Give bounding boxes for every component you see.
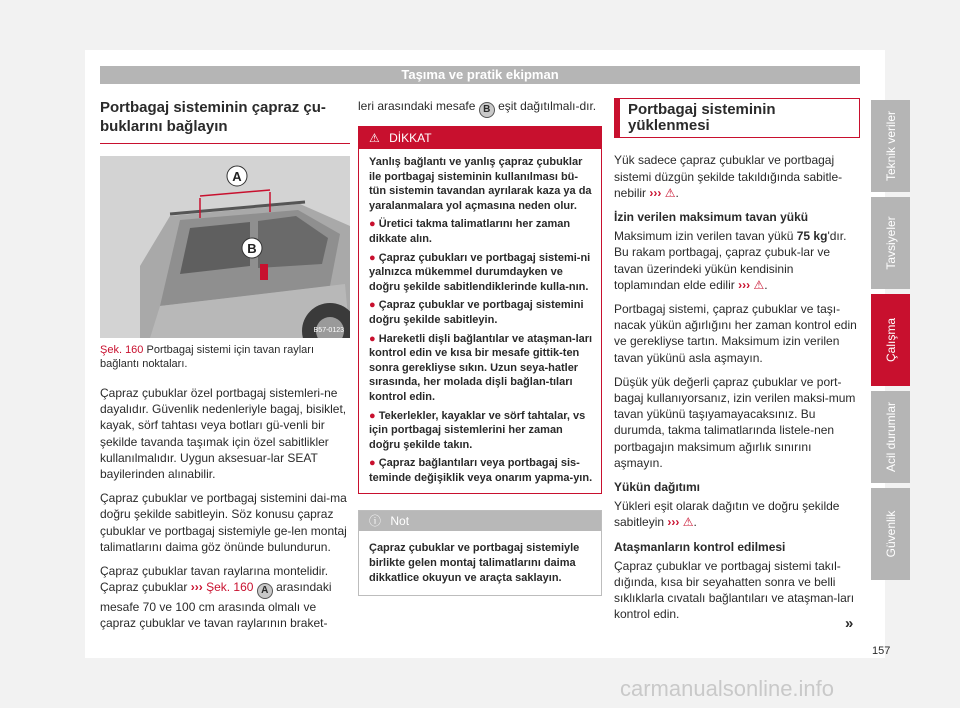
paragraph-weigh: Portbagaj sistemi, çapraz çubuklar ve taşı-nacak yükün ağırlığını her zaman kontrol edin ve gerekliyse tartın. Maksimum izin verilen tavan yükünü asla aşmayın. [614,302,857,365]
note-text: Çapraz çubuklar ve portbagaj sistemiyle birlikte gelen montaj talimatlarını daima dikkatlice okuyun ve araçta saklayın. [369,542,580,584]
figure-code: B57-0123 [313,327,344,334]
paragraph-1: Çapraz çubuklar özel portbagaj sistemleri-ne dayalıdır. Güvenlik nedenleriyle bagaj, bisiklet, kayak, sörf tahtası veya botları gü-venli bir şekilde tavanda taşımak için özel sabitlikler kullanılmalıdır. Uygun aksesuar-lar SEAT bayilerinden alınabilir. [100,386,347,482]
paragraph-2: Çapraz çubuklar ve portbagaj sistemini dai-ma doğru şekilde sabitleyin. Söz konusu çapraz çubuklar ve portbagaj sistemiyle ge-len montaj talimatlarını daima göz önünde bulundurun. [100,491,347,554]
figure-label-b: B [247,241,257,256]
ref-arrow[interactable]: ››› [649,185,662,200]
info-icon: ⓘ [369,514,382,529]
title-rule [100,143,350,144]
note-box [358,510,602,596]
section-title-loading: Portbagaj sisteminin yüklenmesi [614,98,860,138]
warning-box [358,126,602,494]
ref-arrow[interactable]: ››› [190,580,203,595]
warning-bullet: ● Çapraz çubukları ve portbagaj sistemi-ni yalnızca mükemmel durumdayken ve doğru şekilde sabitlendiklerinde kulla-nın. [369,251,591,293]
ref-arrow[interactable]: ››› [667,515,680,530]
tab-tavsiyeler[interactable]: Tavsiyeler [871,197,910,289]
warning-bullet: ● Çapraz çubuklar ve portbagaj sistemini doğru şekilde sabitleyin. [369,299,584,326]
warning-bullet: ● Tekerlekler, kayaklar ve sörf tahtalar, vs için portbagaj sistemlerini her zaman doğru şekilde takın. [369,409,586,451]
column-1 [100,98,350,640]
section-header: Taşıma ve pratik ekipman [100,66,860,84]
column-2 [358,98,602,596]
caption-ref: Şek. 160 [100,344,144,356]
heading-check: Ataşmanların kontrol edilmesi [614,539,786,554]
warning-bullet: ● Hareketli dişli bağlantılar ve ataşman-ları kontrol edin ve kısa bir mesafe gittik-ten sonra gerekliyse sıkın. Uzun seya-hatler sırasında, her molada dişli bağlan-tıları kontrol edin. [369,332,593,403]
tab-acil-durumlar[interactable]: Acil durumlar [871,391,910,483]
caption-text: Portbagaj sistemi için tavan rayları bağlantı noktaları. [100,344,314,370]
tab-teknik-veriler[interactable]: Teknik veriler [871,100,910,192]
warning-header [359,127,601,149]
tab-guvenlik[interactable]: Güvenlik [871,488,910,580]
car-illustration [100,156,350,338]
ref-arrow[interactable]: ››› [738,277,751,292]
heading-distribution: Yükün dağıtımı [614,480,701,495]
warning-triangle-icon: ⚠ [664,185,676,200]
warning-intro: Yanlış bağlantı ve yanlış çapraz çubuklar ile portbagaj sisteminin kullanılması bü-tün sistemin tavandan ayrılarak kaza ya da yaralanmalara yol açmasına neden olur. [369,156,592,212]
warning-body [359,149,601,493]
car-roof-figure [100,156,350,338]
note-header [359,511,601,531]
warning-bullet: ● Çapraz bağlantıları veya portbagaj sis-teminde değişiklik veya onarım yapma-yın. [369,457,593,484]
page-number: 157 [872,645,891,657]
paragraph-check: Çapraz çubuklar ve portbagaj sistemi takıl-dığında, kısa bir seyahatten sonra ve belli sıklıklarla cıvatalı bağlantıları ve ataşman-ları kontrol edin. [614,558,855,622]
figure-link[interactable]: Şek. 160 [206,580,254,595]
warning-bullet: ● Üretici takma talimatlarını her zaman dikkate alın. [369,218,571,245]
paragraph-low-load: Düşük yük değerli çapraz çubuklar ve port-bagaj kullanıyorsanız, izin verilen maksi-mum tavan yükünü taşıyamayacaksınız. Bu durumda, takma talimatlarında listele-nen portbagajın maksimum ağırlık sınırını aşmayın. [614,374,856,470]
paragraph-continued: leri arasındaki mesafe B eşit dağıtılmalı-dır. [358,98,602,118]
warning-triangle-icon: ⚠ [682,515,694,530]
continue-chevron-icon: » [845,615,854,632]
watermark: carmanualsonline.info [620,676,835,701]
paragraph-3: Çapraz çubuklar tavan raylarına montelidir. Çapraz çubuklar ››› Şek. 160 A arasındaki mesafe 70 ve 100 cm arasında olmalı ve çapraz çubuklar ve tavan raylarının braket- [100,564,332,631]
tab-calisma[interactable]: Çalışma [871,294,910,386]
heading-max-load: İzin verilen maksimum tavan yükü [614,210,809,225]
warning-triangle-icon: ⚠ [369,131,380,145]
circle-label-a: A [257,583,273,599]
warning-title: DİKKAT [389,131,432,145]
paragraph-max: Maksimum izin verilen tavan yükü 75 kg'dır. Bu rakam portbagaj, çapraz çubuk-lar ve tavan üzerindeki yükün kendisinin toplamından elde edilir ››› ⚠. [614,229,847,292]
figure-caption [100,343,350,371]
paragraph-distribution: Yükleri eşit olarak dağıtın ve doğru şekilde sabitleyin ››› ⚠. [614,499,840,530]
figure-label-a: A [232,169,242,184]
paragraph-load: Yük sadece çapraz çubuklar ve portbagaj sistemi düzgün şekilde takıldığında sabitle-nebilir ››› ⚠. [614,153,843,200]
section-title-crossbars: Portbagaj sisteminin çapraz çu-buklarını bağlayın [100,99,326,135]
column-3 [614,98,860,631]
circle-label-b: B [479,102,495,118]
warning-triangle-icon: ⚠ [753,277,765,292]
note-title: Not [390,514,410,529]
